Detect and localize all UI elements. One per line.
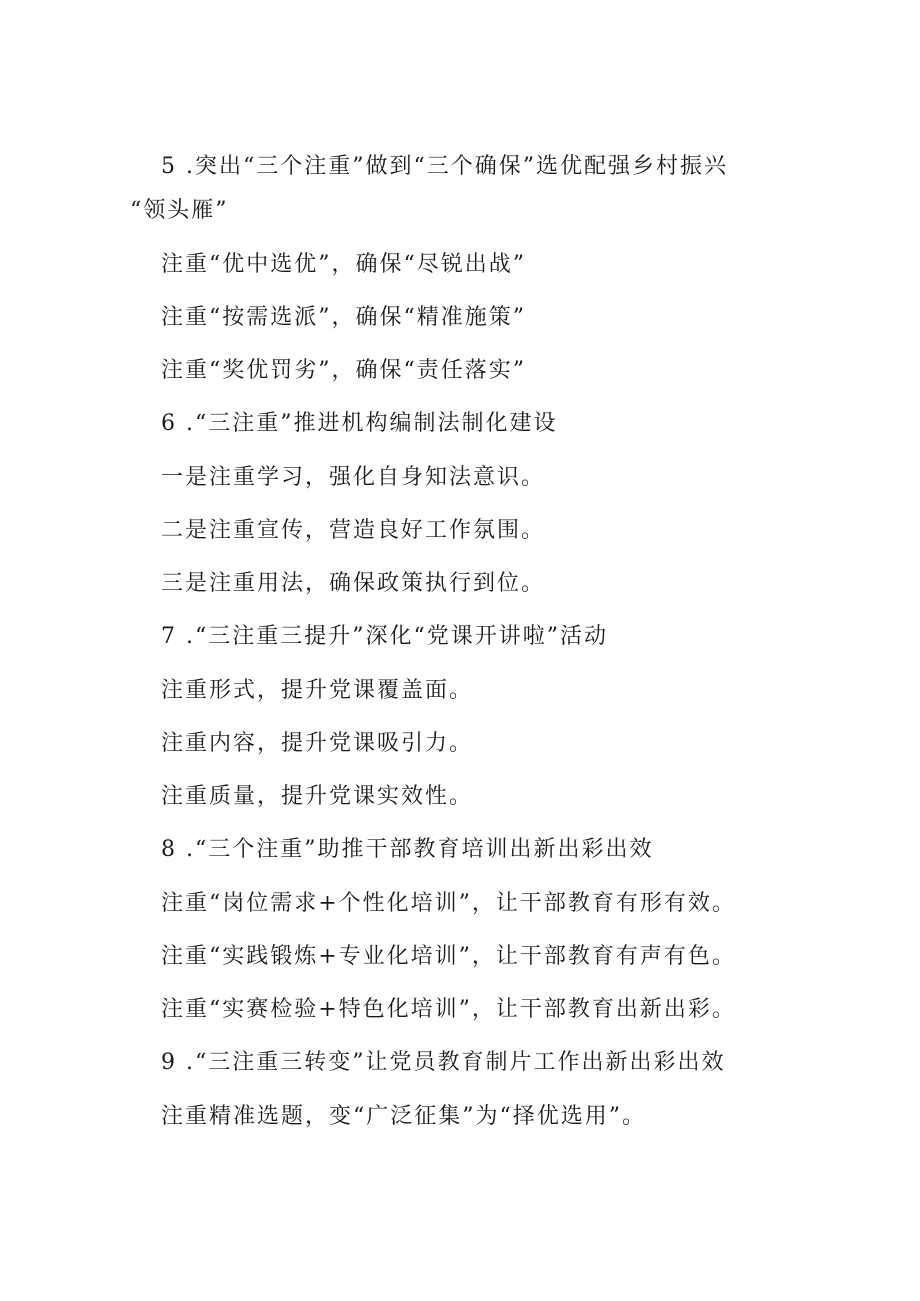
section-5-heading: 5 .突出“三个注重”做到“三个确保”选优配强乡村振兴 xyxy=(161,154,728,179)
section-6-heading: 6 .“三注重”推进机构编制法制化建设 xyxy=(161,411,558,436)
section-5-heading-continued: “领头雁” xyxy=(130,198,229,223)
section-7-heading: 7 .“三注重三提升”深化“党课开讲啦”活动 xyxy=(161,624,608,649)
section-8-heading: 8 .“三个注重”助推干部教育培训出新出彩出效 xyxy=(161,837,654,862)
section-5-item-3: 注重“奖优罚劣”，确保“责任落实” xyxy=(161,358,526,383)
section-8-item-2: 注重“实践锻炼+专业化培训”，让干部教育有声有色。 xyxy=(161,944,736,969)
section-8-item-3: 注重“实赛检验+特色化培训”，让干部教育出新出彩。 xyxy=(161,997,736,1022)
section-6-item-3: 三是注重用法，确保政策执行到位。 xyxy=(161,571,546,596)
section-7-item-3: 注重质量，提升党课实效性。 xyxy=(161,784,474,809)
section-6-item-2: 二是注重宣传，营造良好工作氛围。 xyxy=(161,518,546,543)
section-7-item-1: 注重形式，提升党课覆盖面。 xyxy=(161,678,474,703)
section-8-item-1: 注重“岗位需求+个性化培训”，让干部教育有形有效。 xyxy=(161,891,736,916)
section-9-item-1: 注重精准选题，变“广泛征集”为“择优选用”。 xyxy=(161,1104,646,1129)
section-5-item-1: 注重“优中选优”，确保“尽锐出战” xyxy=(161,252,526,277)
section-5-item-2: 注重“按需选派”，确保“精准施策” xyxy=(161,305,526,330)
section-9-heading: 9 .“三注重三转变”让党员教育制片工作出新出彩出效 xyxy=(161,1050,726,1075)
section-6-item-1: 一是注重学习，强化自身知法意识。 xyxy=(161,465,546,490)
section-7-item-2: 注重内容，提升党课吸引力。 xyxy=(161,731,474,756)
